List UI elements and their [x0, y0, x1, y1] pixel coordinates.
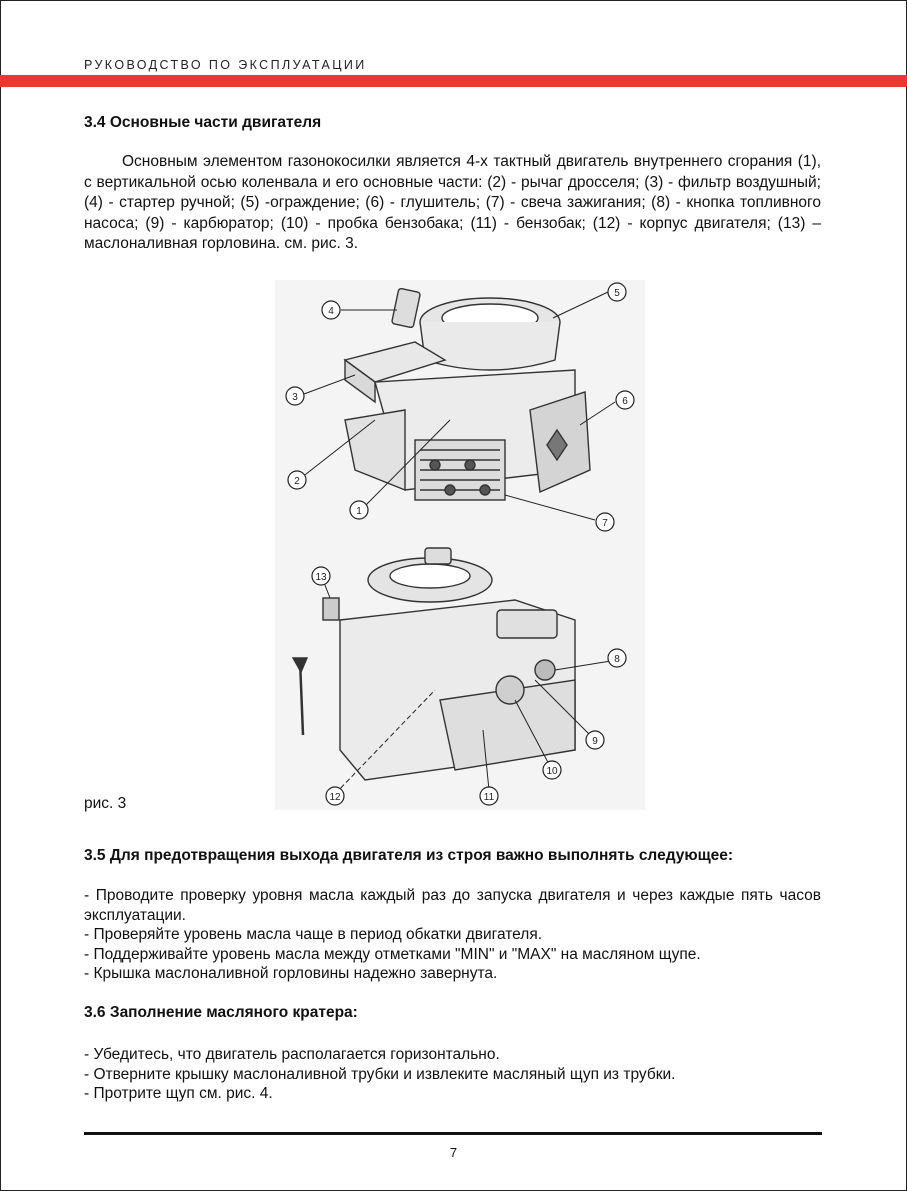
callout-4: [322, 301, 340, 319]
callout-8: [608, 649, 626, 667]
section-3-4-paragraph: [84, 152, 821, 255]
list-item: - Проверяйте уровень масла чаще в период обкатки двигателя.: [84, 926, 543, 943]
primer-bulb: [535, 660, 555, 680]
figure-caption: рис. 3: [84, 795, 127, 812]
lower-starter-handle: [425, 548, 451, 564]
page-number: 7: [449, 1145, 458, 1160]
svg-text:3: 3: [292, 392, 298, 403]
oil-filler: [323, 598, 339, 620]
fuel-cap: [496, 676, 524, 704]
callout-1: [350, 501, 368, 519]
svg-text:13: 13: [315, 572, 327, 583]
callout-2: [288, 471, 306, 489]
lower-filter: [497, 610, 557, 638]
running-header: РУКОВОДСТВО ПО ЭКСПЛУАТАЦИИ: [84, 58, 367, 72]
svg-text:1: 1: [356, 506, 362, 517]
list-item: - Отверните крышку маслоналивной трубки и извлеките масляный щуп из трубки.: [84, 1065, 676, 1083]
callout-12: [326, 787, 344, 805]
callout-9: [586, 731, 604, 749]
svg-text:5: 5: [614, 288, 620, 299]
callout-3: [286, 387, 304, 405]
callout-7: [596, 513, 614, 531]
section-3-4-text: Основным элементом газонокосилки является 4-х тактный двигатель внутреннего сгорания (1), с вертикальной осью коленвала и его основные части: (2) - рычаг дросселя; (3) - фильтр воздушный; (4) - стартер ручной; (5) -ограждение; (6) - глушитель; (7) - свеча зажигания; (8) - кнопка топливного насоса; (9) - карбюратор; (10) - пробка бензобака; (11) - бензобак; (12) - корпус двигателя; (13) – маслоналивная горловина. см. рис. 3.: [84, 153, 821, 252]
svg-text:9: 9: [592, 736, 598, 747]
svg-text:12: 12: [329, 792, 341, 803]
callout-5: [608, 283, 626, 301]
list-item: - Поддерживайте уровень масла между отметками "MIN" и "MAX" на масляном щупе.: [84, 945, 701, 963]
callout-10: [543, 761, 561, 779]
section-3-6-list: [84, 1045, 821, 1104]
header-band: [0, 75, 907, 87]
svg-text:11: 11: [483, 792, 495, 803]
svg-text:4: 4: [328, 306, 334, 317]
section-3-5-heading: 3.5 Для предотвращения выхода двигателя из строя важно выполнять следующее:: [84, 847, 734, 864]
footer-rule: [84, 1132, 822, 1135]
guard-side: [420, 322, 560, 370]
list-item: - Крышка маслоналивной горловины надежно завернута.: [84, 965, 498, 982]
list-item: - Убедитесь, что двигатель располагается горизонтально.: [84, 1046, 500, 1063]
section-3-6-heading: 3.6 Заполнение масляного кратера:: [84, 1004, 358, 1021]
svg-text:2: 2: [294, 476, 300, 487]
svg-text:8: 8: [614, 654, 620, 665]
svg-text:7: 7: [602, 518, 608, 529]
engine-illustration: [275, 280, 645, 810]
cooling-fins: [415, 440, 505, 500]
list-item: - Протрите щуп см. рис. 4.: [84, 1085, 273, 1102]
list-item: - Проводите проверку уровня масла каждый раз до запуска двигателя и через каждые пять часов эксплуатации.: [84, 887, 821, 924]
section-3-4-heading: 3.4 Основные части двигателя: [84, 114, 322, 131]
callout-11: [480, 787, 498, 805]
section-3-5-list: [84, 886, 821, 984]
svg-text:10: 10: [546, 766, 558, 777]
callout-6: [616, 391, 634, 409]
svg-text:6: 6: [622, 396, 628, 407]
callout-13: [312, 567, 330, 585]
